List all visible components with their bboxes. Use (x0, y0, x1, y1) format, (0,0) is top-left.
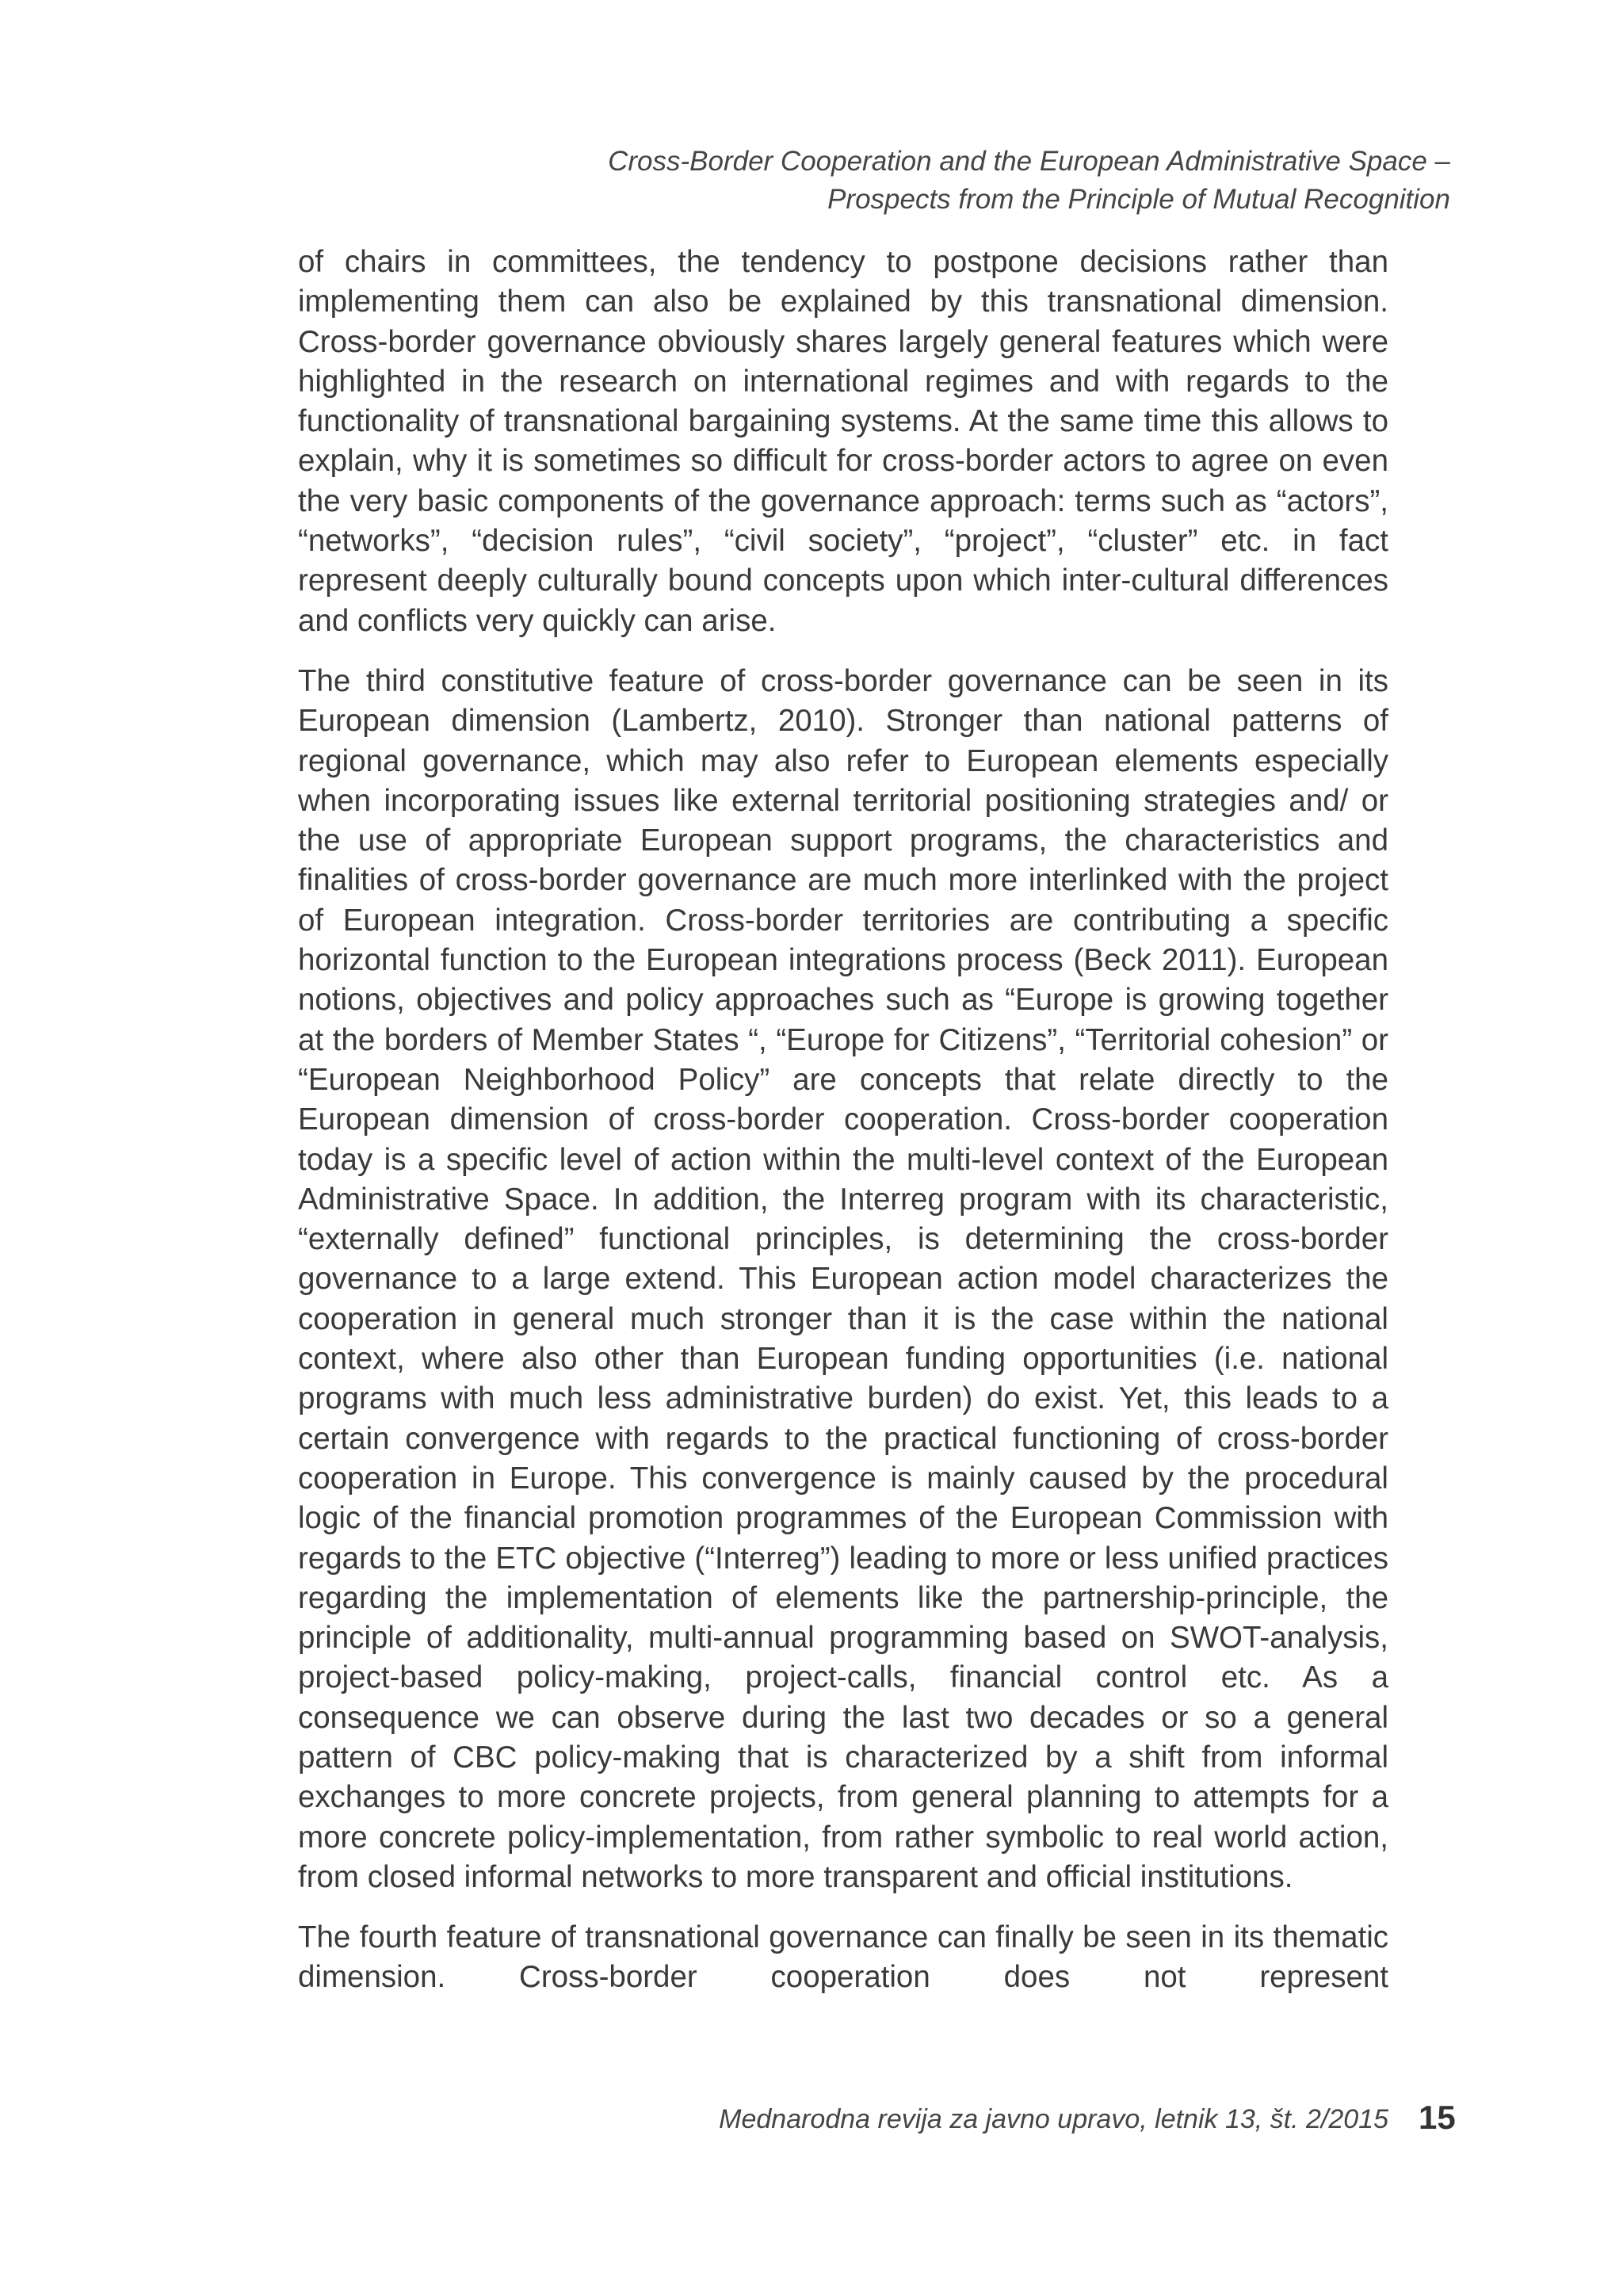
running-header (555, 143, 1450, 219)
page-number: 15 (1419, 2099, 1456, 2136)
body-text (298, 243, 1388, 2019)
paragraph-3: The fourth feature of transnational governance can finally be seen in its thematic dimension. Cross-border cooperation does not represent (298, 1920, 1388, 1995)
running-header-line-2: Prospects from the Principle of Mutual Recognition (827, 184, 1450, 215)
journal-citation: Mednarodna revija za javno upravo, letnik 13, št. 2/2015 (719, 2104, 1388, 2134)
running-header-line-1: Cross-Border Cooperation and the European Administrative Space – (608, 146, 1450, 177)
paragraph-2: The third constitutive feature of cross-border governance can be seen in its European dimension (Lambertz, 2010). Stronger than national patterns of regional governance, which may also refer to European elements especially when incorporating issues like external territorial positioning strategies and/ or the use of appropriate European support programs, the characteristics and finalities of cross-border governance are much more interlinked with the project of European integration. Cross-border territories are contributing a specific horizontal function to the European integrations process (Beck 2011). European notions, objectives and policy approaches such as “Europe is growing together at the borders of Member States “, “Europe for Citizens”, “Territorial cohesion” or “European Neighborhood Policy” are concepts that relate directly to the European dimension of cross-border cooperation. Cross-border cooperation today is a specific level of action within the multi-level context of the European Administrative Space. In addition, the Interreg program with its characteristic, “externally defined” functional principles, is determining the cross-border governance to a large extend. This European action model characterizes the cooperation in general much stronger than it is the case within the national context, where also other than European funding opportunities (i.e. national programs with much less administrative burden) do exist. Yet, this leads to a certain convergence with regards to the practical functioning of cross-border cooperation in Europe. This convergence is mainly caused by the procedural logic of the financial promotion programmes of the European Commission with regards to the ETC objective (“Interreg”) leading to more or less unified practices regarding the implementation of elements like the partnership-principle, the principle of additionality, multi-annual programming based on SWOT-analysis, project-based policy-making, project-calls, financial control etc. As a consequence we can observe during the last two decades or so a general pattern of CBC policy-making that is characterized by a shift from informal exchanges to more concrete projects, from general planning to attempts for a more concrete policy-implementation, from rather symbolic to real world action, from closed informal networks to more transparent and official institutions. (298, 663, 1388, 1894)
paragraph-1: of chairs in committees, the tendency to postpone decisions rather than implementing them can also be explained by this transnational dimension. Cross-border governance obviously shares largely general features which were highlighted in the research on international regimes and with regards to the functionality of transnational bargaining systems. At the same time this allows to explain, why it is sometimes so difficult for cross-border actors to agree on even the very basic components of the governance approach: terms such as “actors”, “networks”, “decision rules”, “civil society”, “project”, “cluster” etc. in fact represent deeply culturally bound concepts upon which inter-cultural differences and conflicts very quickly can arise. (298, 245, 1388, 638)
